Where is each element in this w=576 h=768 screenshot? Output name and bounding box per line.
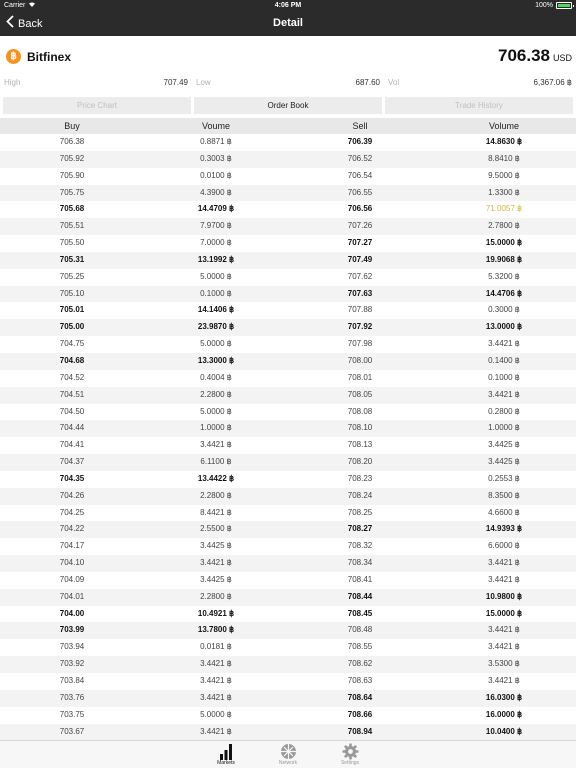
buy-price: 706.38: [59, 137, 85, 146]
current-price: [498, 46, 572, 66]
buy-price: 704.37: [59, 457, 85, 467]
price-currency: USD: [552, 53, 572, 63]
sell-price: 708.24: [347, 490, 373, 500]
buy-volume: 13.1992 ฿: [197, 254, 235, 264]
table-row[interactable]: [0, 319, 576, 336]
sell-price: 706.52: [347, 153, 373, 163]
buy-price: 705.01: [59, 305, 85, 315]
sell-volume: 3.4421 ฿: [488, 574, 520, 584]
sell-volume: 10.9800 ฿: [485, 591, 523, 601]
sell-price: 708.41: [347, 574, 373, 584]
sell-price: 708.05: [347, 389, 373, 399]
sell-price: 708.34: [347, 558, 373, 568]
buy-volume: 3.4421 ฿: [200, 676, 232, 685]
market-stats: [0, 76, 576, 89]
sell-price: 706.56: [347, 204, 373, 214]
table-row[interactable]: [0, 589, 576, 606]
buy-volume: 4.3900 ฿: [200, 187, 232, 197]
sell-volume: 9.5000 ฿: [488, 170, 520, 180]
exchange-name: Bitfinex: [27, 50, 72, 64]
buy-volume: 3.4421 ฿: [200, 440, 232, 450]
table-row[interactable]: [0, 488, 576, 505]
table-row[interactable]: [0, 302, 576, 319]
buy-price: 705.31: [59, 254, 85, 264]
tab-label: Network: [278, 760, 298, 766]
table-row[interactable]: [0, 201, 576, 218]
buy-volume: 0.1000 ฿: [200, 288, 232, 298]
buy-volume: 2.5500 ฿: [200, 524, 232, 534]
table-row[interactable]: [0, 168, 576, 185]
sell-volume: 15.0000 ฿: [485, 238, 523, 248]
table-row[interactable]: [0, 218, 576, 235]
table-row[interactable]: [0, 437, 576, 454]
buy-volume: 14.4709 ฿: [197, 204, 235, 214]
stat-label: Vol: [388, 78, 400, 87]
table-row[interactable]: [0, 606, 576, 623]
sell-price: 708.44: [347, 591, 373, 601]
sell-price: 707.49: [347, 254, 373, 264]
sell-price: 708.64: [347, 692, 373, 702]
sell-volume: 3.4421 ฿: [488, 558, 520, 568]
buy-price: 705.75: [59, 187, 85, 197]
buy-volume: 0.3003 ฿: [200, 153, 232, 163]
buy-volume: 2.2800 ฿: [200, 591, 232, 601]
table-row[interactable]: [0, 454, 576, 471]
sell-price: 708.63: [347, 676, 373, 685]
buy-volume: 0.0181 ฿: [200, 642, 232, 652]
buy-volume: 3.4421 ฿: [200, 726, 232, 736]
sell-price: 708.27: [347, 524, 373, 534]
stat-value: 687.60: [355, 78, 380, 87]
globe-icon: [280, 743, 297, 760]
buy-volume: 1.0000 ฿: [200, 423, 232, 433]
table-row[interactable]: [0, 370, 576, 387]
sell-volume: 0.1000 ฿: [488, 372, 520, 382]
bitcoin-logo-icon: ฿: [6, 49, 21, 64]
sell-price: 707.98: [347, 339, 373, 349]
sell-volume: 5.3200 ฿: [488, 271, 520, 281]
sell-volume: 1.3300 ฿: [488, 187, 520, 197]
table-row[interactable]: [0, 673, 576, 690]
table-row[interactable]: [0, 387, 576, 404]
table-row[interactable]: [0, 521, 576, 538]
table-row[interactable]: [0, 690, 576, 707]
sell-price: 706.54: [347, 170, 373, 180]
table-row[interactable]: [0, 269, 576, 286]
sell-price: 706.39: [347, 137, 373, 146]
battery-icon: [556, 2, 572, 9]
sell-volume: 16.0000 ฿: [485, 709, 523, 719]
sell-volume: 0.1400 ฿: [488, 355, 520, 365]
buy-volume: 0.8871 ฿: [200, 137, 232, 146]
tab-bar: [0, 740, 576, 768]
table-row[interactable]: [0, 622, 576, 639]
sell-volume: 6.6000 ฿: [488, 541, 520, 551]
sell-volume: 0.2553 ฿: [488, 473, 520, 483]
sell-volume: 3.4421 ฿: [488, 389, 520, 399]
table-row[interactable]: [0, 252, 576, 269]
sell-price: 708.20: [347, 457, 373, 467]
battery-indicator: [535, 0, 572, 11]
sell-price: 707.92: [347, 322, 373, 332]
buy-volume: 7.9700 ฿: [200, 221, 232, 231]
sell-price: 707.27: [347, 238, 373, 248]
buy-price: 704.10: [59, 558, 85, 568]
sell-price: 708.10: [347, 423, 373, 433]
buy-volume: 23.9870 ฿: [197, 322, 235, 332]
table-row[interactable]: [0, 235, 576, 252]
buy-volume: 2.2800 ฿: [200, 389, 232, 399]
table-row[interactable]: [0, 656, 576, 673]
table-row[interactable]: [0, 505, 576, 522]
stat-label: Low: [196, 78, 211, 87]
buy-volume: 8.4421 ฿: [200, 507, 232, 517]
sell-volume: 14.4706 ฿: [485, 288, 523, 298]
buy-price: 704.25: [59, 507, 85, 517]
chevron-left-icon: [6, 11, 14, 36]
buy-price: 705.90: [59, 170, 85, 180]
sell-volume: 14.9393 ฿: [485, 524, 523, 534]
buy-price: 704.26: [59, 490, 85, 500]
buy-volume: 3.4421 ฿: [200, 659, 232, 669]
sell-price: 708.13: [347, 440, 373, 450]
sell-price: 706.55: [347, 187, 373, 197]
sell-volume: 8.3500 ฿: [488, 490, 520, 500]
buy-volume: 5.0000 ฿: [200, 339, 232, 349]
sell-price: 708.23: [347, 473, 373, 483]
table-row[interactable]: [0, 471, 576, 488]
buy-volume: 3.4425 ฿: [200, 574, 232, 584]
stat-value: 707.49: [163, 78, 188, 87]
buy-price: 703.99: [59, 625, 85, 635]
buy-price: 704.68: [59, 355, 85, 365]
column-header-sell: Sell: [352, 121, 368, 131]
sell-price: 707.88: [347, 305, 373, 315]
table-row[interactable]: [0, 420, 576, 437]
back-label: Back: [18, 17, 43, 30]
buy-volume: 13.4422 ฿: [197, 473, 235, 483]
buy-volume: 2.2800 ฿: [200, 490, 232, 500]
sell-price: 707.63: [347, 288, 373, 298]
buy-volume: 5.0000 ฿: [200, 271, 232, 281]
sell-price: 708.94: [347, 726, 373, 736]
sell-volume: 19.9068 ฿: [485, 254, 523, 264]
sell-price: 708.62: [347, 659, 373, 669]
sell-volume: 15.0000 ฿: [485, 608, 523, 618]
column-header-buy: Buy: [64, 121, 80, 131]
buy-volume: 13.3000 ฿: [197, 355, 235, 365]
sell-volume: 14.8630 ฿: [485, 137, 523, 146]
stat-value: 6,367.06 ฿: [533, 78, 572, 87]
status-bar: [0, 0, 576, 11]
sell-volume: 16.0300 ฿: [485, 692, 523, 702]
tab-label: Markets: [217, 760, 235, 766]
sell-volume: 3.4425 ฿: [488, 457, 520, 467]
sell-price: 708.00: [347, 355, 373, 365]
table-row[interactable]: [0, 151, 576, 168]
buy-volume: 10.4921 ฿: [197, 608, 235, 618]
sell-volume: 1.0000 ฿: [488, 423, 520, 433]
buy-price: 703.76: [59, 692, 85, 702]
buy-volume: 0.0100 ฿: [200, 170, 232, 180]
buy-price: 704.22: [59, 524, 85, 534]
buy-price: 703.84: [59, 676, 85, 685]
order-book-list[interactable]: [0, 134, 576, 740]
table-row[interactable]: [0, 286, 576, 303]
sell-price: 707.26: [347, 221, 373, 231]
buy-volume: 3.4425 ฿: [200, 541, 232, 551]
buy-volume: 3.4421 ฿: [200, 558, 232, 568]
carrier-label: Carrier: [4, 2, 26, 9]
buy-price: 704.35: [59, 473, 85, 483]
sell-volume: 2.7800 ฿: [488, 221, 520, 231]
sell-price: 708.45: [347, 608, 373, 618]
buy-price: 703.94: [59, 642, 85, 652]
sell-volume: 4.6600 ฿: [488, 507, 520, 517]
table-row[interactable]: [0, 555, 576, 572]
table-row[interactable]: [0, 336, 576, 353]
stat-label: High: [4, 78, 21, 87]
buy-price: 704.01: [59, 591, 85, 601]
table-row[interactable]: [0, 707, 576, 724]
table-row[interactable]: [0, 353, 576, 370]
column-header-sell-volume: Volume: [488, 121, 520, 131]
buy-price: 704.44: [59, 423, 85, 433]
exchange-header: [0, 40, 576, 72]
sell-price: 708.25: [347, 507, 373, 517]
tab-order-book[interactable]: Order Book: [194, 97, 382, 114]
buy-price: 703.92: [59, 659, 85, 669]
buy-volume: 5.0000 ฿: [200, 406, 232, 416]
buy-price: 703.67: [59, 726, 85, 736]
buy-price: 703.75: [59, 709, 85, 719]
price-value: 706.38: [497, 46, 550, 65]
table-row[interactable]: [0, 185, 576, 202]
sell-price: 708.55: [347, 642, 373, 652]
sell-volume: 0.3000 ฿: [488, 305, 520, 315]
gear-icon: [342, 743, 359, 760]
table-row[interactable]: [0, 639, 576, 656]
buy-volume: 7.0000 ฿: [200, 238, 232, 248]
sell-price: 708.48: [347, 625, 373, 635]
sell-price: 708.01: [347, 372, 373, 382]
tab-label: Settings: [340, 760, 360, 766]
table-row[interactable]: [0, 404, 576, 421]
buy-price: 704.17: [59, 541, 85, 551]
sell-volume: 3.4421 ฿: [488, 676, 520, 685]
buy-price: 704.51: [59, 389, 85, 399]
column-header-buy-volume: Voume: [201, 121, 231, 131]
buy-volume: 6.1100 ฿: [200, 457, 232, 467]
buy-price: 705.68: [59, 204, 85, 214]
bar-chart-icon: [218, 743, 234, 760]
sell-volume: 10.0400 ฿: [485, 726, 523, 736]
buy-price: 705.00: [59, 322, 85, 332]
sell-volume: 0.2800 ฿: [488, 406, 520, 416]
sell-price: 708.32: [347, 541, 373, 551]
buy-price: 704.75: [59, 339, 85, 349]
sell-volume: 13.0000 ฿: [485, 322, 523, 332]
buy-volume: 3.4421 ฿: [200, 692, 232, 702]
sell-volume: 3.4421 ฿: [488, 642, 520, 652]
tab-settings[interactable]: [320, 741, 380, 768]
buy-price: 704.52: [59, 372, 85, 382]
buy-price: 704.41: [59, 440, 85, 450]
buy-price: 704.00: [59, 608, 85, 618]
sell-volume: 3.4421 ฿: [488, 625, 520, 635]
buy-volume: 0.4004 ฿: [200, 372, 232, 382]
table-row[interactable]: [0, 724, 576, 740]
sell-volume: 3.4421 ฿: [488, 339, 520, 349]
sell-volume: 8.8410 ฿: [488, 153, 520, 163]
tab-price-chart[interactable]: Price Chart: [3, 97, 191, 114]
buy-price: 704.50: [59, 406, 85, 416]
table-row[interactable]: [0, 134, 576, 151]
table-row[interactable]: [0, 538, 576, 555]
buy-volume: 14.1406 ฿: [197, 305, 235, 315]
view-segmented-control: [0, 97, 576, 114]
sell-price: 708.08: [347, 406, 373, 416]
sell-price: 708.66: [347, 709, 373, 719]
buy-volume: 5.0000 ฿: [200, 709, 232, 719]
status-time: 4:06 PM: [274, 2, 302, 9]
tab-markets[interactable]: [196, 741, 256, 768]
buy-price: 705.10: [59, 288, 85, 298]
buy-volume: 13.7800 ฿: [197, 625, 235, 635]
buy-price: 705.50: [59, 238, 85, 248]
buy-price: 705.25: [59, 271, 85, 281]
sell-volume: 3.4425 ฿: [488, 440, 520, 450]
sell-volume: 3.5300 ฿: [488, 659, 520, 669]
back-button[interactable]: [6, 11, 42, 36]
page-title: Detail: [273, 17, 303, 29]
tab-trade-history[interactable]: Trade History: [385, 97, 573, 114]
navigation-bar: [0, 11, 576, 36]
buy-price: 705.92: [59, 153, 85, 163]
buy-price: 705.51: [59, 221, 85, 231]
battery-percent: 100%: [535, 2, 553, 9]
sell-price: 707.62: [347, 271, 373, 281]
buy-price: 704.09: [59, 574, 85, 584]
table-row[interactable]: [0, 572, 576, 589]
tab-network[interactable]: [258, 741, 318, 768]
order-book-header: [0, 118, 576, 134]
sell-volume: 71.0057 ฿: [485, 204, 523, 214]
